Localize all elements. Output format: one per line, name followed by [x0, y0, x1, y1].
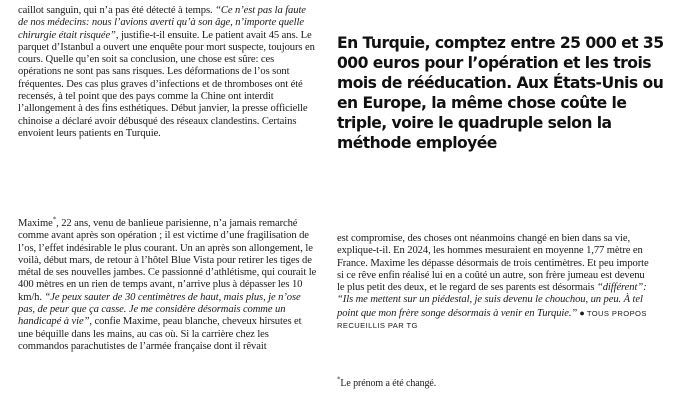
pull-quote: En Turquie, comptez entre 25 000 et 35 000 euros pour l’opération et les trois mois de rééducation. Aux États-Unis ou en Europe, la même chose coûte le triple, voire le quadruple selon la méthode employée: [337, 34, 664, 152]
quote-text: “différent”: “Ils me mettent sur un piédestal, je suis devenu le chouchou, un peu. À tel point que mon frère songe désormais à venir en Turquie.”: [337, 282, 647, 319]
paragraph: [337, 233, 649, 332]
paragraph-text: caillot sanguin, qui n’a pas été détecté à temps.: [18, 5, 216, 16]
footnote: [337, 375, 437, 390]
paragraph-text: , 22 ans, venu de banlieue parisienne, n’a jamais remarché comme avant après son opération ; il est victime d’une fragilisation de l’os, l’effet indésirable le plus courant. Un an après son allongement, le voilà, début mars, de retour à l’hôtel Blue Vista pour retirer les tiges de métal de ses nouvelles jambes. Ce passionné d’athlétisme, qui courait le 400 mètres en un rien de temps avant, n’arrive plus à dépasser les 10 km/h.: [18, 218, 317, 303]
quote-text: “Je peux sauter de 30 centimètres de haut, mais plus, je n’ose pas, de peur que ça casse. Je me considère désormais comme un handicapé à vie”: [18, 291, 301, 328]
article-column-right-bottom: [337, 233, 649, 332]
article-column-left-bottom: [18, 215, 318, 353]
person-name: Maxime: [18, 218, 53, 229]
paragraph-text: , confie Maxime, peau blanche, cheveux hirsutes et une béquille dans les mains, au cas où. Si la carrière chez les commandos parachutistes de l’armée française dont il rêvait: [18, 316, 302, 352]
paragraph: [18, 215, 318, 353]
footnote-marker: *: [52, 215, 57, 224]
end-bullet-icon: ●: [577, 307, 587, 318]
paragraph-text: est compromise, des choses ont néanmoins changé en bien dans sa vie, explique-t-il. En 2024, les hommes mesuraient en moyenne 1,77 mètre en France. Maxime les dépasse désormais de trois centimètres. Et peu importe si ce rêve enfin réalisé lui en a coûté un autre, son frère jumeau est devenu le plus petit des deux, et le regard de ses parents est désormais: [337, 233, 649, 294]
quote-text: “Ce n’est pas la faute de nos médecins: nous l’avions averti qu’à son âge, n’importe quelle chirurgie était risquée”: [18, 5, 306, 41]
footnote-text: Le prénom a été changé.: [340, 378, 437, 389]
footnote-marker: *: [337, 375, 341, 384]
author-credit: TOUS PROPOS RECUEILLIS PAR TG: [337, 308, 647, 331]
article-column-left-top: [18, 5, 318, 140]
paragraph: [18, 5, 318, 140]
paragraph-text: , justifie-t-il ensuite. Le patient avait 45 ans. Le parquet d’Istanbul a ouvert une enquête pour mort suspecte, toujours en cours. Quelle qu’en soit sa conclusion, une chose est sûre: ces opérations ne sont pas sans risques. Les déformations de l’os sont fréquentes. Des cas plus graves d’infections et de thromboses ont été recensés, à tel point que des pays comme la Chine ont interdit l’allongement à des fins esthétiques. Début janvier, la presse officielle chinoise a déclaré avoir débusqué des réseaux clandestins. Certains envoient leurs patients en Turquie.: [18, 29, 315, 139]
